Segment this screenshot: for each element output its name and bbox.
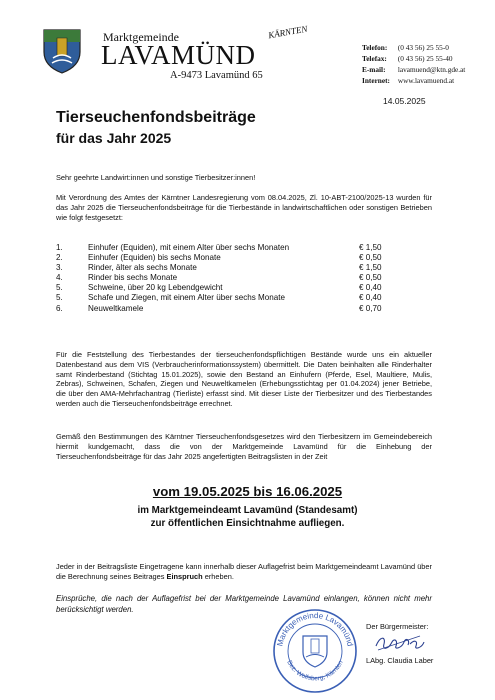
fee-amount: € 0,70 xyxy=(359,303,382,313)
svg-text:Marktgemeinde Lavamünd: Marktgemeinde Lavamünd xyxy=(275,610,355,648)
fee-list xyxy=(56,243,436,314)
fee-item xyxy=(56,304,436,314)
contact-value: (0 43 56) 25 55-0 xyxy=(397,43,449,52)
fee-label: Rinder bis sechs Monate xyxy=(88,273,178,283)
contact-value: www.lavamuend.at xyxy=(397,76,455,85)
contact-row xyxy=(362,53,465,64)
document-subtitle: für das Jahr 2025 xyxy=(56,130,172,146)
contact-value: lavamuend@ktn.gde.at xyxy=(397,65,466,74)
objection-emphasis: Einspruch xyxy=(166,571,203,581)
fee-item xyxy=(56,283,436,293)
contact-label: Telefon: xyxy=(362,43,388,52)
fee-amount: € 0,50 xyxy=(359,253,382,263)
fee-number: 6. xyxy=(56,303,63,313)
fee-item xyxy=(56,243,436,253)
org-region: KÄRNTEN xyxy=(267,23,309,41)
fee-number: 2. xyxy=(56,253,63,263)
fee-item xyxy=(56,263,436,273)
fee-amount: € 0,50 xyxy=(359,273,382,283)
greeting: Sehr geehrte Landwirt:innen und sonstige Tierbesitzer:innen! xyxy=(56,173,256,182)
fee-number: 4. xyxy=(56,273,63,283)
fee-amount: € 1,50 xyxy=(359,263,382,273)
fee-amount: € 1,50 xyxy=(359,243,382,252)
fee-number: 3. xyxy=(56,263,63,273)
objection-paragraph xyxy=(56,562,432,582)
decree-paragraph: Gemäß den Bestimmungen des Kärntner Tierseuchenfondsgesetzes wird den Tierbesitzern im Gemeindebereich hiermit kundgemacht, dass die von der Marktgemeinde Lavamünd für die Einhebung der Tierseuchenfondsbeiträge für das Jahr 2025 angefertigten Beitragslisten in der Zeit xyxy=(56,432,432,461)
contact-label: E-mail: xyxy=(362,65,386,74)
fee-item xyxy=(56,273,436,283)
fee-number: 5. xyxy=(56,283,63,293)
location-line: zur öffentlichen Einsichtnahme aufliegen. xyxy=(150,518,345,529)
contact-label: Internet: xyxy=(362,76,390,85)
fee-label: Schweine, über 20 kg Lebendgewicht xyxy=(88,283,223,293)
municipal-seal-stamp xyxy=(272,608,358,694)
document-date: 14.05.2025 xyxy=(383,96,426,106)
fee-amount: € 0,40 xyxy=(359,293,382,303)
org-small-label: Marktgemeinde xyxy=(103,30,179,44)
inspection-location xyxy=(0,504,495,530)
deadline-note: Einsprüche, die nach der Auflagefrist bei der Marktgemeinde Lavamünd einlangen, können nicht mehr berücksichtigt werden. xyxy=(56,594,432,614)
fee-number: 1. xyxy=(56,243,63,252)
mayor-label: Der Bürgermeister: xyxy=(366,622,429,631)
inspection-period: vom 19.05.2025 bis 16.06.2025 xyxy=(152,484,343,499)
fee-label: Schafe und Ziegen, mit einem Alter über sechs Monate xyxy=(88,293,286,303)
contact-value: (0 43 56) 25 55-40 xyxy=(397,54,453,63)
fee-item xyxy=(56,293,436,303)
fee-number: 5. xyxy=(56,293,63,303)
fee-label: Rinder, älter als sechs Monate xyxy=(88,263,197,273)
objection-end: erheben. xyxy=(202,571,234,581)
handwritten-signature xyxy=(372,632,428,654)
fee-label: Neuweltkamele xyxy=(88,303,144,313)
contact-block xyxy=(362,42,465,86)
fee-label: Einhufer (Equiden), mit einem Alter über sechs Monaten xyxy=(88,243,290,252)
objection-text: Jeder in der Beitragsliste Eingetragene kann innerhalb dieser Auflagefrist beim Marktgemeindeamt Lavamünd über die Berechnung seines Beitrages xyxy=(56,562,432,581)
intro-paragraph: Mit Verordnung des Amtes der Kärntner Landesregierung vom 08.04.2025, Zl. 10-ABT-2100/2025-13 wurden für das Jahr 2025 die Tierseuchenfondsbeiträge für die Tierbestände in landwirtschaftlichen oder sonstigen Betrieben wie folgt festgesetzt: xyxy=(56,193,432,222)
document-title: Tierseuchenfondsbeiträge xyxy=(56,109,256,126)
org-address: A-9473 Lavamünd 65 xyxy=(170,70,263,81)
contact-label: Telefax: xyxy=(362,54,387,63)
contact-row xyxy=(362,64,465,75)
contact-row xyxy=(362,75,465,86)
svg-text:Bez. Wolfsberg, Kärnten: Bez. Wolfsberg, Kärnten xyxy=(285,659,345,683)
basis-paragraph: Für die Feststellung des Tierbestandes der tierseuchenfondspflichtigen Bestände wurde uns ein aktueller Datenbestand aus dem VIS (Verbraucherinformationssystem) übermittelt. Die Daten beinhalten alle Rinderhalter samt Rinderbestand (Stichtag 15.01.2025), sowie den Bestand an Einhufern (Pferde, Esel, Maultiere, Mulis, Zebras), Schweinen, Schafen, Ziegen und Neuweltkamelen (Erhebungsstichtag per 01.04.2024) jener Betriebe, die über den AMA-Mehrfachantrag (Tierliste) erfasst sind. Mit dieser Liste der Tierbesitzer und des Tierbestandes werden auch die Tierseuchenfondsbeiträge errechnet. xyxy=(56,350,432,408)
mayor-name: LAbg. Claudia Laber xyxy=(366,656,434,665)
org-name: LAVAMÜND xyxy=(101,40,256,70)
fee-item xyxy=(56,253,436,263)
contact-row xyxy=(362,42,465,53)
coat-of-arms-logo xyxy=(42,28,82,74)
fee-label: Einhufer (Equiden) bis sechs Monate xyxy=(88,253,221,263)
fee-amount: € 0,40 xyxy=(359,283,382,293)
location-line: im Marktgemeindeamt Lavamünd (Standesamt) xyxy=(137,505,358,516)
